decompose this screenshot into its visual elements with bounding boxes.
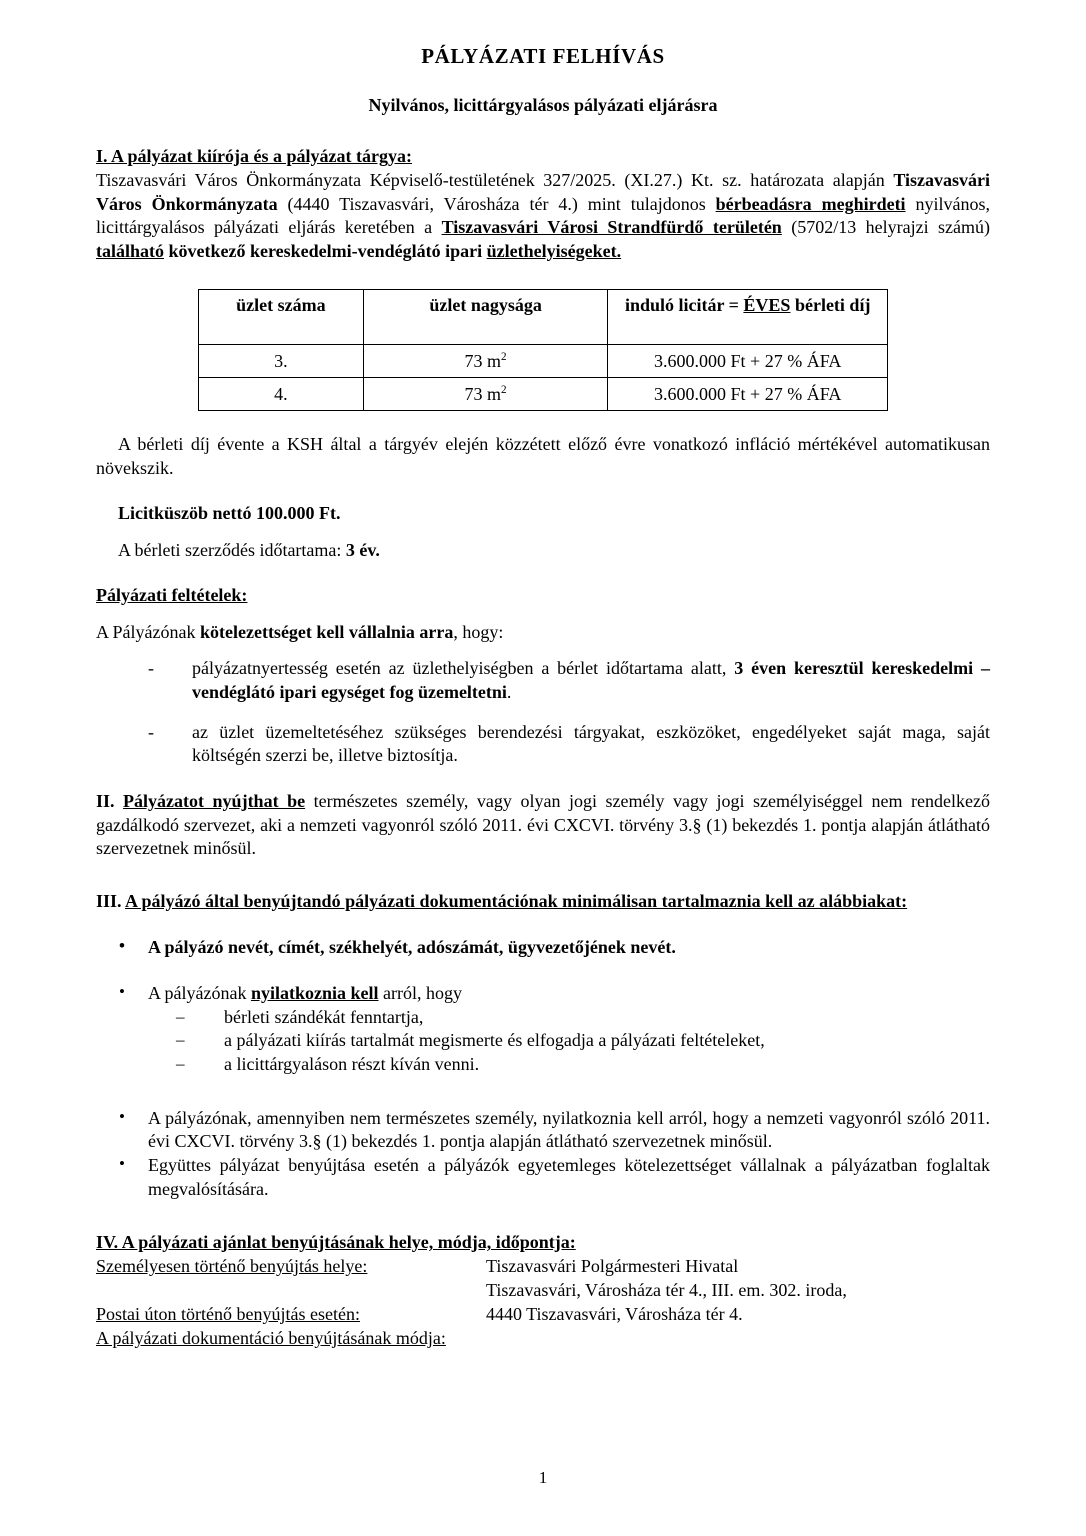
conditions-list <box>96 657 990 768</box>
s1-uzlethelyisegeket: üzlethelyiségeket. <box>486 240 622 261</box>
s1-text-c: nyilvános, licittárgyalásos pályázati eljárás keretében a <box>96 193 990 238</box>
conditions-intro <box>96 621 990 645</box>
column-header-shop-size: üzlet nagysága <box>363 290 608 345</box>
bullet-marker-icon: • <box>119 981 125 1001</box>
s1-text-a: Tiszavasvári Város Önkormányzata Képviselő-testületének 327/2025. (XI.27.) Kt. sz. határozata alapján <box>96 170 894 190</box>
section-3-heading-text: A pályázó által benyújtandó pályázati dokumentációnak minimálisan tartalmaznia kell az alábbiakat: <box>125 890 908 911</box>
section-4-closing <box>96 1327 990 1351</box>
section-3-list-3 <box>96 1107 990 1203</box>
condition-1-text-b: . <box>506 681 512 702</box>
section-4-label-postal-text: Postai úton történő benyújtás esetén: <box>96 1304 360 1325</box>
list-item <box>148 657 990 705</box>
section-3-bullet-3: A pályázónak, amennyiben nem természetes személy, nyilatkoznia kell arról, hogy a nemzeti vagyonról szóló 2011. évi CXCVI. törvény 3.§ (1) bekezdés 1. pontja alapján átlátható szervezetnek minősül. <box>148 1107 990 1152</box>
section-3-number: III. <box>96 890 126 911</box>
list-item <box>176 1029 990 1053</box>
section-2-lead: Pályázatot nyújthat be <box>123 791 306 812</box>
table-row <box>199 378 888 411</box>
condition-2-text: az üzlet üzemeltetéséhez szükséges berendezési tárgyakat, eszközöket, engedélyeket saját maga, saját költségén szerzi be, illetve biztosítja. <box>192 721 990 766</box>
cell-shop-number: 4. <box>199 378 364 411</box>
section-4-value-personal-line1: Tiszavasvári Polgármesteri Hivatal <box>486 1256 739 1277</box>
cell-shop-size <box>363 345 608 378</box>
endash-marker-icon: – <box>176 1006 185 1026</box>
section-4-label-personal <box>96 1255 486 1303</box>
table-header-row <box>199 290 888 345</box>
cell-starting-price: 3.600.000 Ft + 27 % ÁFA <box>608 378 888 411</box>
list-item <box>176 1006 990 1030</box>
s1-text-b: (4440 Tiszavasvári, Városháza tér 4.) mint tulajdonos <box>277 193 716 214</box>
cell-shop-size <box>363 378 608 411</box>
section-4-value-personal <box>486 1255 990 1303</box>
section-2-text: természetes személy, vagy olyan jogi személy vagy jogi személyiséggel nem rendelkező gazdálkodó szervezet, aki a nemzeti vagyonról szóló 2011. évi CXCVI. törvény 3.§ (1) bekezdés 1. pontja alapján átlátható szervezetnek minősül. <box>96 791 990 859</box>
section-2-number: II. <box>96 791 124 812</box>
s1-text-d: (5702/13 helyrajzi számú) <box>781 217 990 238</box>
section-1-body <box>96 169 990 263</box>
section-3-sublist <box>148 1006 990 1077</box>
section-3-bullet-1: A pályázó nevét, címét, székhelyét, adószámát, ügyvezetőjének nevét. <box>148 936 676 957</box>
bullet-marker-icon: • <box>119 935 125 955</box>
condition-1-text-a: pályázatnyertesség esetén az üzlethelyiségben a bérlet időtartama alatt, <box>192 658 735 679</box>
conditions-intro-b: , hogy: <box>453 621 504 642</box>
s1-strand: Tiszavasvári Városi Strandfürdő területén <box>441 217 782 238</box>
offers-table <box>198 289 888 411</box>
column-header-starting-price <box>608 290 888 345</box>
page-title: PÁLYÁZATI FELHÍVÁS <box>421 44 665 68</box>
sub-item-1: bérleti szándékát fenntartja, <box>224 1006 424 1027</box>
section-4-value-personal-line2: Tiszavasvári, Városháza tér 4., III. em. 302. iroda, <box>486 1280 847 1301</box>
bullet-marker-icon: • <box>119 1106 125 1126</box>
price-header-prefix: induló licitár = <box>624 295 744 316</box>
lease-duration <box>96 539 990 563</box>
section-3-bullet-2-b: arról, hogy <box>378 982 462 1003</box>
cell-shop-number: 3. <box>199 345 364 378</box>
s1-owner: Tiszavasvári Város Önkormányzata <box>96 170 990 214</box>
dash-marker-icon: - <box>148 658 154 679</box>
conditions-heading: Pályázati feltételek: <box>96 584 248 605</box>
cell-size-unit-sup: 2 <box>501 383 507 396</box>
conditions-intro-bold: kötelezettséget kell vállalnia arra <box>199 621 454 642</box>
bullet-marker-icon: • <box>119 1154 125 1174</box>
endash-marker-icon: – <box>176 1030 185 1050</box>
section-4-closing-text: A pályázati dokumentáció benyújtásának módja: <box>96 1328 446 1349</box>
list-item <box>114 936 990 960</box>
section-4-label-personal-text: Személyesen történő benyújtás helye: <box>96 1256 368 1277</box>
section-4-value-postal-line1: 4440 Tiszavasvári, Városháza tér 4. <box>486 1304 743 1325</box>
section-3-bullet-4: Együttes pályázat benyújtása esetén a pályázók egyetemleges kötelezettséget vállalnak a pályázatban foglaltak megvalósítására. <box>148 1155 990 1200</box>
section-3-bullet-2-a: A pályázónak <box>148 982 251 1003</box>
price-header-annual: ÉVES <box>743 295 791 316</box>
list-item <box>114 1107 990 1155</box>
section-4-row-postal <box>96 1303 990 1327</box>
conditions-intro-a: A Pályázónak <box>96 621 200 642</box>
cell-size-value: 73 m <box>464 383 502 404</box>
section-4-heading: IV. A pályázati ajánlat benyújtásának helye, módja, időpontja: <box>96 1232 576 1253</box>
list-item <box>114 1154 990 1202</box>
cell-size-value: 73 m <box>464 350 502 371</box>
list-item <box>148 721 990 769</box>
s1-talalhato: található <box>96 240 165 261</box>
list-item <box>176 1053 990 1077</box>
section-4-value-postal <box>486 1303 990 1327</box>
price-header-suffix: bérleti díj <box>790 295 871 316</box>
lease-duration-value: 3 év. <box>345 540 380 561</box>
s1-text-e: következő kereskedelmi-vendéglátó ipari <box>164 240 487 261</box>
page-number: 1 <box>538 1468 548 1487</box>
endash-marker-icon: – <box>176 1053 185 1073</box>
section-3-list <box>96 936 990 960</box>
cell-starting-price: 3.600.000 Ft + 27 % ÁFA <box>608 345 888 378</box>
condition-1-text-bold: 3 éven keresztül kereskedelmi – vendéglátó ipari egységet fog üzemeltetni <box>192 658 990 702</box>
sub-item-2: a pályázati kiírás tartalmát megismerte és elfogadja a pályázati feltételeket, <box>224 1030 765 1051</box>
bid-step-note: Licitküszöb nettó 100.000 Ft. <box>118 503 341 524</box>
s1-berbeadasra: bérbeadásra meghirdeti <box>715 193 906 214</box>
cell-size-unit-sup: 2 <box>501 350 507 363</box>
offers-table-wrapper <box>96 289 990 411</box>
dash-marker-icon: - <box>148 721 154 742</box>
section-3-bullet-2-bu: nyilatkoznia kell <box>250 982 379 1003</box>
sub-item-3: a licittárgyaláson részt kíván venni. <box>224 1053 480 1074</box>
section-3-list-2 <box>96 982 990 1077</box>
column-header-shop-number: üzlet száma <box>199 290 364 345</box>
table-row <box>199 345 888 378</box>
page-subtitle: Nyilvános, licittárgyalásos pályázati eljárásra <box>368 95 718 115</box>
section-2-body <box>96 790 990 861</box>
section-4-row-personal <box>96 1255 990 1303</box>
section-3-heading <box>96 891 990 912</box>
inflation-note: A bérleti díj évente a KSH által a tárgyév elején közzétett előző évre vonatkozó infláció mértékével automatikusan növekszik. <box>96 434 990 478</box>
lease-duration-label: A bérleti szerződés időtartama: <box>118 540 346 561</box>
section-4-label-postal <box>96 1303 486 1327</box>
list-item <box>114 982 990 1077</box>
section-1-heading: I. A pályázat kiírója és a pályázat tárgya: <box>96 146 412 166</box>
